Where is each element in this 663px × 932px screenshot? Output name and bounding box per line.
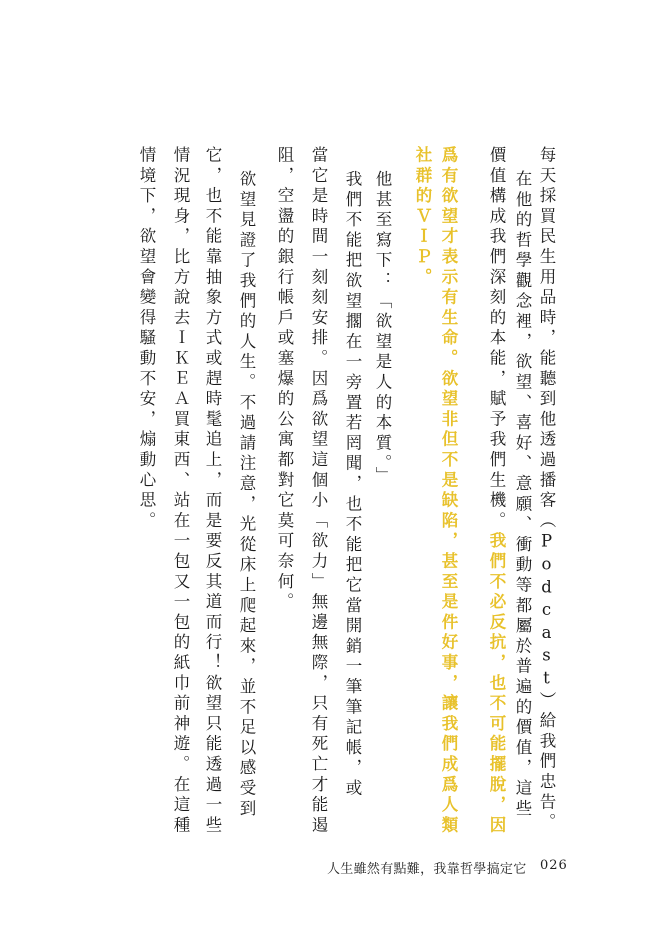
- column-text: 阻，空盪的銀行帳戶或塞爆的公寓都對它莫可奈何。: [275, 146, 294, 613]
- column-text: 價值構成我們深刻的本能，賦予我們生機。: [487, 146, 506, 532]
- text-column-12: [168, 146, 192, 866]
- highlight-text: 社群的ＶＩＰ。: [413, 146, 432, 289]
- column-text: 它，也不能靠抽象方式或趕時髦追上，而是要反其道而行！欲望只能透過一些: [203, 146, 222, 837]
- text-column-3: [484, 146, 508, 866]
- column-text: 每天採買民生用品時，能聽到他透過播客（Podcast）給我們忠告。: [537, 146, 556, 834]
- column-text: 情境下，欲望會變得騷動不安，煽動心思。: [137, 146, 156, 532]
- column-text: 當它是時間一刻刻安排。因爲欲望這個小「欲力」無邊無際，只有死亡才能遏: [309, 146, 328, 837]
- text-column-1: [534, 146, 558, 866]
- text-column-13: [134, 146, 158, 866]
- column-text: 他甚至寫下：「欲望是人的本質。」: [373, 170, 392, 487]
- text-column-9: [272, 146, 296, 866]
- column-text: 我們不能把欲望擱在一旁置若罔聞，也不能把它當開銷一筆筆記帳，或: [343, 170, 362, 800]
- highlight-text: 爲有欲望才表示有生命。欲望非但不是缺陷，甚至是件好事，讓我們成爲人類: [439, 146, 458, 837]
- text-column-11: [200, 146, 224, 866]
- text-column-4: [436, 146, 460, 866]
- column-text: 情況現身，比方說去ＩＫＥＡ買東西、站在一包又一包的紙巾前神遊。在這種: [171, 146, 190, 837]
- column-text: 在他的哲學觀念裡，欲望、喜好、意願、衝動等都屬於普遍的價值，這些: [513, 170, 532, 820]
- text-column-2: [510, 170, 534, 890]
- page-number: 026: [540, 858, 568, 873]
- running-footer-title: 人生雖然有點難，我靠哲學搞定它: [327, 862, 527, 877]
- text-column-7: [340, 170, 364, 890]
- text-column-6: [370, 170, 394, 890]
- text-column-5: [410, 146, 434, 866]
- text-column-10: [234, 170, 258, 890]
- highlight-text: 我們不必反抗，也不可能擺脫，因: [487, 531, 506, 837]
- column-text: 欲望見證了我們的人生。不過請注意，光從床上爬起來，並不足以感受到: [237, 170, 256, 820]
- text-column-8: [306, 146, 330, 866]
